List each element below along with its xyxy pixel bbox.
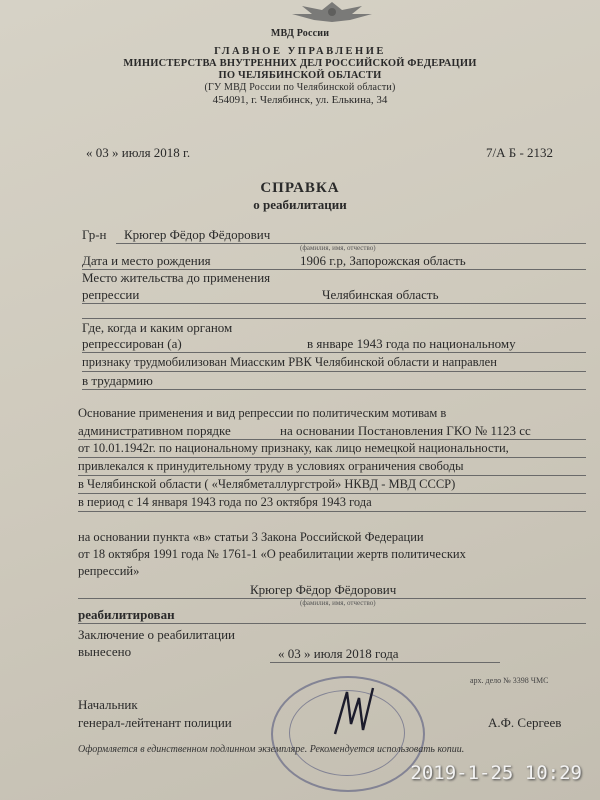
law-line-3: репрессий»	[78, 564, 140, 578]
document-subtitle: о реабилитации	[253, 197, 347, 212]
rehab-word: реабилитирован	[78, 607, 175, 622]
signer-position-1: Начальник	[78, 697, 138, 712]
eagle-emblem-icon	[282, 0, 382, 24]
citizen-name: Крюгер Фёдор Фёдорович	[124, 227, 271, 242]
photo-timestamp: 2019-1-25 10:29	[410, 762, 582, 784]
residence-value: Челябинская область	[322, 287, 439, 302]
birth-label: Дата и место рождения	[82, 253, 211, 268]
law-line-1: на основании пункта «в» статьи 3 Закона Российской Федерации	[78, 530, 424, 544]
basis-label-1: Основание применения и вид репрессии по политическим мотивам в	[78, 406, 447, 420]
law-line-2: от 18 октября 1991 года № 1761-1 «О реабилитации жертв политических	[78, 547, 466, 561]
residence-label-1: Место жительства до применения	[82, 270, 271, 285]
basis-label-2: административном порядке	[78, 423, 231, 438]
basis-value-3: привлекался к принудительному труду в условиях ограничения свободы	[78, 459, 464, 473]
document-number: 7/А Б - 2132	[486, 145, 554, 160]
footer-note: Оформляется в единственном подлинном экземпляре. Рекомендуется использовать копии.	[78, 744, 465, 755]
basis-value-1: на основании Постановления ГКО № 1123 сс	[280, 423, 531, 438]
basis-value-5: в период с 14 января 1943 года по 23 октября 1943 года	[78, 495, 372, 509]
signer-position-2: генерал-лейтенант полиции	[78, 715, 232, 730]
where-value-1: в январе 1943 года по национальному	[307, 336, 516, 351]
signature-icon	[325, 684, 385, 744]
header-line2: МИНИСТЕРСТВА ВНУТРЕННИХ ДЕЛ РОССИЙСКОЙ ФЕДЕРАЦИИ	[123, 58, 477, 69]
document-date: « 03 » июля 2018 г.	[86, 145, 191, 160]
conclusion-label-1: Заключение о реабилитации	[78, 627, 235, 642]
document-title: СПРАВКА	[260, 180, 340, 196]
where-label-2: репрессирован (а)	[82, 336, 182, 351]
basis-value-2: от 10.01.1942г. по национальному признаку, как лицо немецкой национальности,	[78, 441, 509, 455]
conclusion-label-2: вынесено	[78, 644, 132, 659]
basis-value-4: в Челябинской области ( «Челябметаллургстрой» НКВД - МВД СССР)	[78, 477, 456, 491]
where-value-2: признаку трудмобилизован Миасским РВК Челябинской области и направлен	[82, 355, 497, 369]
header-line3: ПО ЧЕЛЯБИНСКОЙ ОБЛАСТИ	[218, 70, 382, 81]
header-address: 454091, г. Челябинск, ул. Елькина, 34	[212, 94, 388, 106]
header-line4: (ГУ МВД России по Челябинской области)	[204, 82, 396, 93]
where-value-3: в трудармию	[82, 373, 153, 388]
citizen-name-hint: (фамилия, имя, отчество)	[300, 244, 376, 252]
birth-value: 1906 г.р, Запорожская область	[300, 253, 466, 268]
residence-label-2: репрессии	[82, 287, 140, 302]
ministry-short: МВД России	[270, 28, 330, 39]
rehab-name: Крюгер Фёдор Фёдорович	[250, 582, 397, 597]
header-line1: ГЛАВНОЕ УПРАВЛЕНИЕ	[214, 46, 386, 57]
signer-name: А.Ф. Сергеев	[488, 715, 562, 730]
archive-number: арх. дело № 3398 ЧМС	[470, 676, 549, 685]
citizen-label: Гр-н	[82, 227, 107, 242]
conclusion-date: « 03 » июля 2018 года	[278, 646, 399, 661]
where-label-1: Где, когда и каким органом	[82, 320, 233, 335]
rehab-name-hint: (фамилия, имя, отчество)	[300, 599, 376, 607]
